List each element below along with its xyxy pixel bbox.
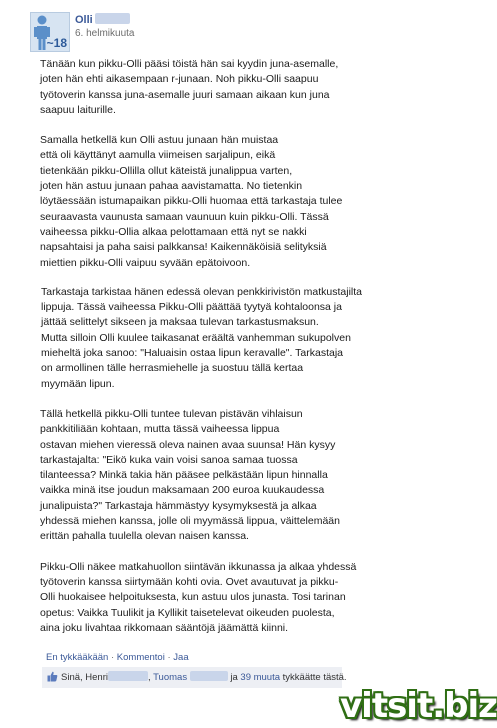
others-likes-link[interactable]: 39 muuta [240,672,281,683]
liker-link[interactable]: Tuomas [153,672,188,683]
author-name-link[interactable]: Olli [75,14,93,26]
likes-you-text: Sinä, Henri [61,672,108,683]
post-body [40,57,380,651]
post-paragraph-4: Tällä hetkellä pikku-Olli tuntee tulevan pistävän vihlaisun pankkitiliään kohtaan, mutta tässä vaiheessa lippua ostavan miehen vieressä oleva nainen avaa suunsa! Hän kysyy tarkastajalta: "Eikö kuka vain voisi sanoa samaa tuossa tilanteessa? Minkä takia hän pääsee pelkästään lipun hinnalla vaikka minä itse joudun maksamaan 200 euroa kuukaudessa junalipuista?" Tarkastaja hämmästyy kysymyksestä ja alkaa yhdessä miehen kanssa, jolle oli myymässä lippua, väittelemään erittän pahalla tuulella olevan naisen kanssa. [40,407,340,543]
redacted-name [190,671,228,681]
post-timestamp[interactable]: 6. helmikuuta [75,28,135,39]
unlike-link[interactable]: En tykkääkään [46,652,109,663]
likes-comma: , [148,672,151,683]
redacted-surname [95,13,130,24]
post-paragraph-2: Samalla hetkellä kun Olli astuu junaan hän muistaa että oli käyttänyt aamulla viimeisen sarjalipun, eikä tietenkään pikku-Ollilla ollut käteistä junalippua varten, joten hän astuu junaan pahaa aavistamatta. No tietenkin löytäessään istumapaikan pikku-Olli huomaa että tarkastaja tulee seuraavasta vaunusta samaan vaunuun kuin pikku-Olli. Tässä vaiheessa pikku-Ollia alkaa pelottamaan että nyt se nakki napsahtaisi ja paha saisi palkkansa! Kaikennäköisiä selityksiä miettien pikku-Olli vaipuu syvään epätoivoon. [40,134,343,269]
comment-link[interactable]: Kommentoi [116,652,165,663]
likes-suffix: tykkäätte tästä. [282,672,347,683]
post-actions [46,652,189,663]
redacted-name [108,671,148,681]
site-watermark: vitsit.biz [340,686,497,726]
post-paragraph-1: Tänään kun pikku-Olli pääsi töistä hän sai kyydin juna-asemalle, joten hän ehti aikasempaan r-junaan. Noh pikku-Olli saapuu työtoverin kanssa juna-asemalle juuri samaan aikaan kun juna saapuu laiturille. [40,58,339,116]
likes-summary [42,667,347,688]
action-separator: · [108,652,117,663]
avatar-age-label: ~18 [46,36,67,50]
post-paragraph-3: Tarkastaja tarkistaa hänen edessä olevan penkkirivistön matkustajilta lippuja. Tässä vaiheessa Pikku-Olli päättää tyytyä kohtaloonsa ja jättää selittelyt sikseen ja maksaa tulevan tarkastusmaksun. Mutta silloin Olli kuulee taikasanat eräältä vanhemman sukupolven mieheltä joka sanoo: "Haluaisin ostaa lipun keravalle". Tarkastaja on armollinen tälle herrasmiehelle ja suostuu tällä kertaa myymään lipun. [41,285,363,390]
likes-and: ja [230,672,238,683]
share-link[interactable]: Jaa [173,652,189,663]
post-paragraph-5: Pikku-Olli näkee matkahuollon siintävän ikkunassa ja alkaa yhdessä työtoverin kanssa siirtymään kohti ovia. Ovet avautuvat ja pikku- Olli huokaisee helpoituksesta, kun astuu ulos junasta. Tosi tarinan opetus: Vaikka Tuulikit ja Kyllikit taisetelevat oikeuden puolesta, aina joku livahtaa rikkomaan sääntöjä jäämättä kiinni. [40,560,357,634]
thumbs-up-icon [47,671,58,682]
avatar[interactable] [30,12,70,52]
author-line [75,13,130,26]
action-separator: · [164,652,174,663]
